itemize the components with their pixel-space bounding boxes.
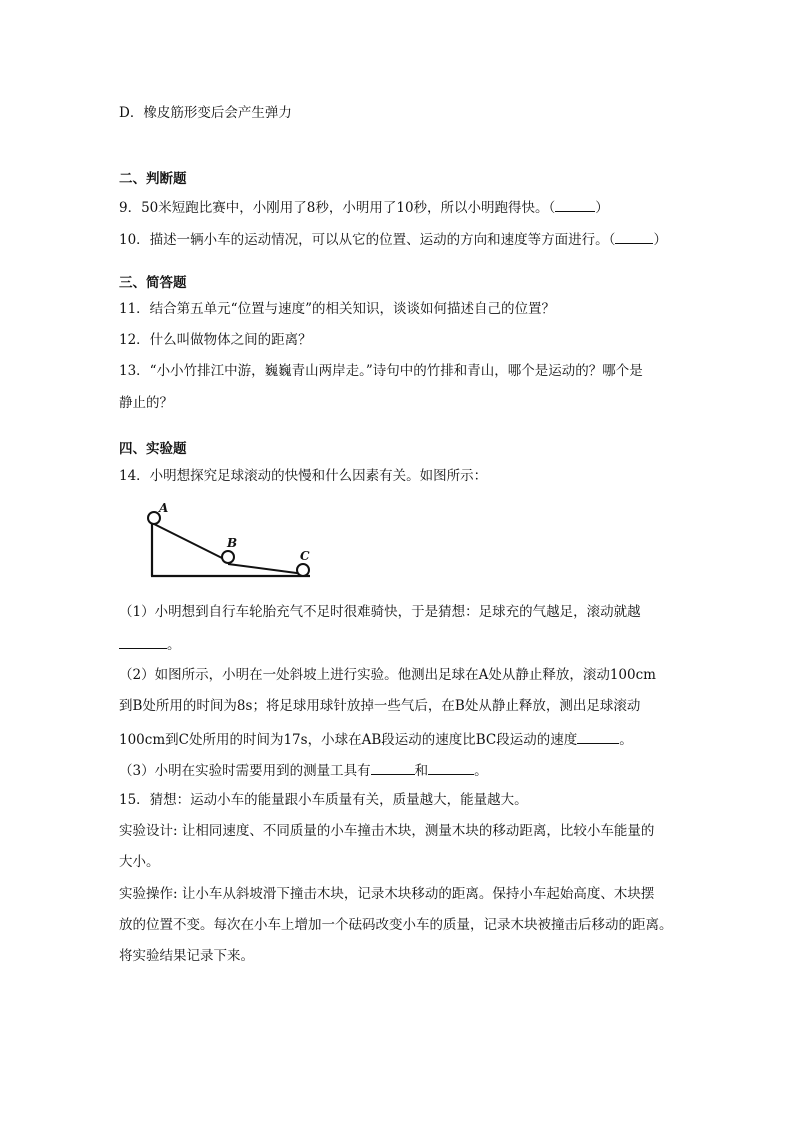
- experiment-design-line-1: 实验设计: 让相同速度、不同质量的小车撞击木块，测量木块的移动距离，比较小车能量的: [119, 823, 655, 839]
- experiment-operation-line-3: 将实验结果记录下来。: [119, 948, 254, 964]
- section-4-heading: 四、实验题: [119, 441, 187, 457]
- option-d: D．橡皮筋形变后会产生弹力: [119, 105, 292, 121]
- question-14-3: [119, 760, 488, 780]
- experiment-operation-line-1: 实验操作: 让小车从斜坡滑下撞击木块，记录木块移动的距离。保持小车起始高度、木块摆: [119, 886, 655, 902]
- question-9: [119, 197, 609, 217]
- question-14-3-end: 。: [474, 763, 488, 779]
- question-14-1-line-1: （1）小明想到自行车轮胎充气不足时很难骑快，于是猜想：足球充的气越足，滚动就越: [119, 604, 641, 620]
- answer-blank-14-3a[interactable]: [371, 760, 415, 775]
- answer-blank-10[interactable]: [615, 229, 653, 244]
- question-13-line-2: 静止的？: [119, 395, 173, 411]
- question-15: 15．猜想：运动小车的能量跟小车质量有关，质量越大，能量越大。: [119, 792, 528, 808]
- question-12: 12．什么叫做物体之间的距离？: [119, 332, 312, 348]
- question-14-2-text: 100cm到C处所用的时间为17s，小球在AB段运动的速度比BC段运动的速度: [119, 732, 578, 748]
- experiment-design-line-2: 大小。: [119, 854, 160, 870]
- label-b: B: [227, 536, 238, 550]
- label-c: C: [300, 549, 310, 563]
- section-2-heading: 二、判断题: [119, 171, 187, 187]
- answer-blank-14-1[interactable]: [119, 634, 167, 649]
- question-10-text: 10．描述一辆小车的运动情况，可以从它的位置、运动的方向和速度等方面进行。（: [119, 232, 616, 248]
- section-3-heading: 三、简答题: [119, 275, 187, 291]
- question-10-close: ）: [653, 232, 667, 248]
- question-13-line-1: 13．“小小竹排江中游，巍巍青山两岸走。”诗句中的竹排和青山，哪个是运动的？哪个是: [119, 363, 643, 379]
- question-11: 11．结合第五单元“位置与速度”的相关知识，谈谈如何描述自己的位置？: [119, 301, 555, 317]
- slope-bc: [228, 564, 304, 574]
- question-14-1-end: 。: [167, 637, 181, 653]
- question-14: 14．小明想探究足球滚动的快慢和什么因素有关。如图所示：: [119, 468, 488, 484]
- answer-blank-14-2[interactable]: [577, 729, 619, 744]
- question-14-3-text: （3）小明在实验时需要用到的测量工具有: [119, 763, 371, 779]
- question-14-2-line-3: [119, 729, 633, 749]
- question-14-2-line-1: （2）如图所示，小明在一处斜坡上进行实验。他测出足球在A处从静止释放，滚动100cm: [119, 667, 656, 683]
- slope-ab: [152, 523, 228, 561]
- question-14-1-line-2: [119, 634, 181, 654]
- ball-b: [222, 551, 234, 563]
- slope-figure: [140, 503, 320, 583]
- question-10: [119, 229, 667, 249]
- answer-blank-14-3b[interactable]: [428, 760, 474, 775]
- question-14-2-line-2: 到B处所用的时间为8s；将足球用球针放掉一些气后，在B处从静止释放，测出足球滚动: [119, 698, 641, 714]
- answer-blank-9[interactable]: [555, 197, 595, 212]
- question-14-2-end: 。: [619, 732, 633, 748]
- question-14-3-mid: 和: [414, 763, 429, 779]
- experiment-operation-line-2: 放的位置不变。每次在小车上增加一个砝码改变小车的质量，记录木块被撞击后移动的距离。: [119, 917, 673, 933]
- question-9-text: 9．50米短跑比赛中，小刚用了8秒，小明用了10秒，所以小明跑得快。（: [119, 200, 556, 216]
- label-a: A: [159, 503, 169, 515]
- question-9-close: ）: [595, 200, 609, 216]
- ball-c: [297, 564, 309, 576]
